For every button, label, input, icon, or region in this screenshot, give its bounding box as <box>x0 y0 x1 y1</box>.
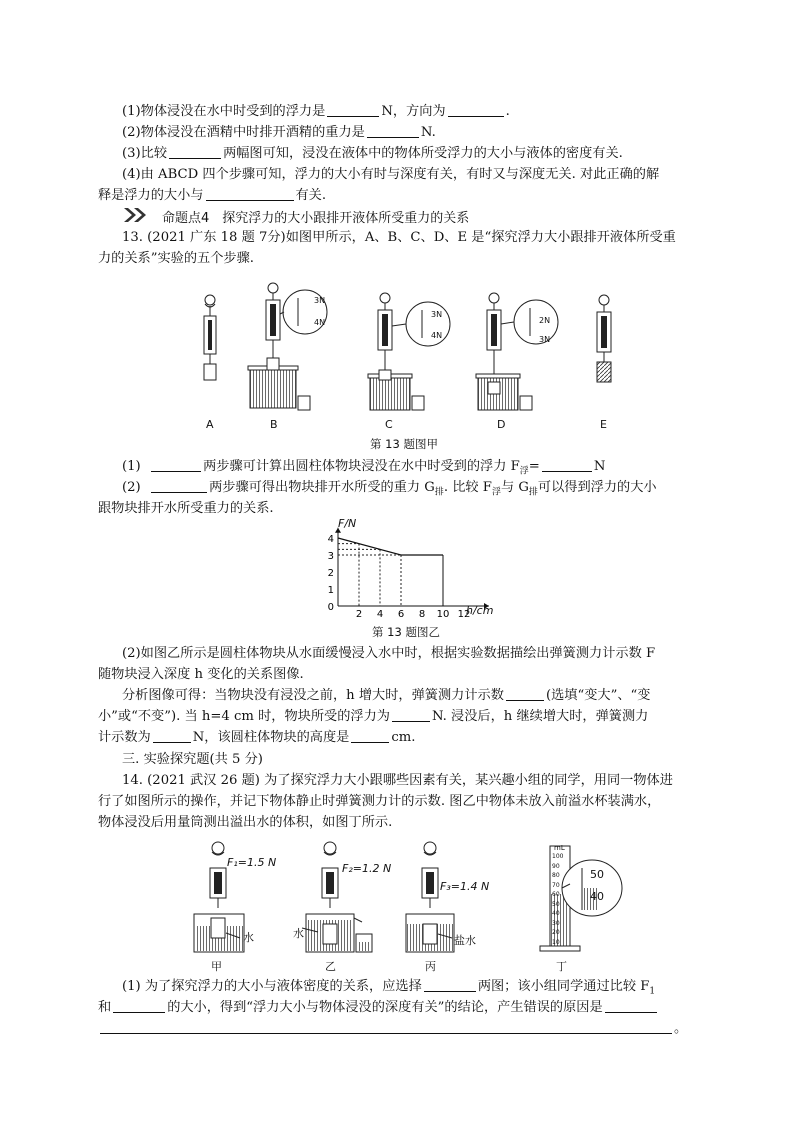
answer-blank[interactable] <box>113 999 165 1013</box>
cylinder-tick-label: 80 <box>552 872 560 879</box>
answer-blank[interactable] <box>424 978 476 992</box>
answer-blank[interactable] <box>169 145 221 159</box>
q13-part2-cont: 跟物块排开水所受重力的关系. <box>98 501 274 516</box>
q13-analysis-line1: 分析图像可得：当物块没有浸没之前，h 增大时，弹簧测力计示数 (选填“变大”、“变 <box>122 688 651 703</box>
force-f3: F₃=1.4 N <box>440 880 490 893</box>
x-tick-label: 10 <box>436 609 450 618</box>
answer-blank[interactable] <box>506 687 544 701</box>
answer-blank[interactable] <box>448 103 504 117</box>
chart-caption: 第 13 题图乙 <box>372 625 440 639</box>
q-top-line3: (3)比较 两幅图可知，浸没在液体中的物体所受浮力的大小与液体的密度有关. <box>122 146 623 161</box>
answer-blank[interactable] <box>151 458 201 472</box>
cylinder-tick-label: 90 <box>552 862 560 870</box>
q13-part2: (2) 两步骤可得出物块排开水所受的重力 $G_排$. 比较 $F_浮$与 $G_排$可以得到浮力的大小 <box>122 480 657 498</box>
force-f1: F₁=1.5 N <box>227 856 277 869</box>
q13-analysis-line2: 小”或“不变”). 当 h=4 cm 时，物块所受的浮力为 N. 浸没后，h 继续增大时，弹簧测力 <box>98 709 649 724</box>
setup-bing <box>406 842 454 952</box>
force-f2: F₂=1.2 N <box>342 862 392 875</box>
chart-ylabel: F/N <box>338 517 357 530</box>
step-a-apparatus <box>204 295 216 380</box>
step-label-d: D <box>497 418 506 431</box>
q13-part3-line2: 随物块浸入深度 h 变化的关系图像. <box>98 667 304 682</box>
fig-caption-jia: 第 13 题图甲 <box>370 437 438 451</box>
scale-d-lower: 3N <box>539 335 551 344</box>
answer-blank[interactable] <box>153 729 191 743</box>
x-tick-label: 2 <box>355 609 363 618</box>
setup-label-yi: 乙 <box>325 960 336 973</box>
double-chevron-icon <box>124 208 150 222</box>
y-tick-label: 1 <box>327 585 334 596</box>
x-tick-label: 8 <box>418 609 426 618</box>
cylinder-tick-label: 30 <box>552 919 560 927</box>
q14-part1-line2: 和 的大小，得到“浮力大小与物体浸没的深度有关”的结论，产生错误的原因是 <box>98 999 659 1017</box>
setup-label-bing: 丙 <box>425 960 436 973</box>
cylinder-tick-label: 40 <box>552 910 560 917</box>
cylinder-tick-label: 10 <box>552 938 560 946</box>
q13-part1: (1) 两步骤可计算出圆柱体物块浸没在水中时受到的浮力 $F_浮= N$ <box>122 459 606 477</box>
label-salt-water: 盐水 <box>454 934 476 947</box>
cylinder-unit: mL <box>554 844 565 852</box>
y-tick-label: 0 <box>327 602 334 613</box>
answer-blank[interactable] <box>542 458 592 472</box>
series-line <box>338 538 443 555</box>
scale-c-lower: 4N <box>431 331 443 340</box>
answer-blank[interactable] <box>367 124 419 138</box>
answer-blank[interactable] <box>206 187 294 201</box>
q-top-line4: (4)由 ABCD 四个步骤可知，浮力的大小有时与深度有关，有时又与深度无关. 对此正确的解 <box>122 167 660 182</box>
q13-part3-line1: (2)如图乙所示是圆柱体物块从水面缓慢浸入水中时，根据实验数据描绘出弹簧测力计示数 F <box>122 646 656 661</box>
step-label-c: C <box>385 418 393 431</box>
scale-d-upper: 2N <box>539 316 551 325</box>
answer-blank[interactable] <box>151 479 207 493</box>
chart-xlabel: h/cm <box>466 604 494 617</box>
x-tick-label: 6 <box>397 609 405 618</box>
section-4-title: 命题点4 探究浮力的大小跟排开液体所受重力的关系 <box>162 211 470 226</box>
label-water-yi: 水 <box>293 927 304 940</box>
zoom-mark-40: 40 <box>590 890 604 903</box>
scale-b-lower: 4N <box>314 318 326 327</box>
setup-label-ding: 丁 <box>556 960 567 973</box>
zoom-mark-50: 50 <box>590 868 604 881</box>
q-top-line1: (1)物体浸没在水中时受到的浮力是 N，方向为 . <box>122 104 510 119</box>
q14-intro-1: 14. (2021 武汉 26 题) 为了探究浮力大小跟哪些因素有关，某兴趣小组的同学，用同一物体进 <box>122 773 673 788</box>
q14-part1-line3: 。 <box>98 1020 687 1038</box>
cylinder-tick-label: 100 <box>552 853 564 860</box>
label-water-jia: 水 <box>243 931 254 944</box>
cylinder-tick-label: 50 <box>552 900 560 908</box>
step-e-apparatus <box>597 295 611 382</box>
answer-blank[interactable] <box>327 103 379 117</box>
y-tick-label: 3 <box>327 551 334 562</box>
step-d-apparatus <box>476 293 558 410</box>
x-tick-label: 4 <box>376 609 384 618</box>
q13-analysis-line3: 计示数为 N，该圆柱体物块的高度是 cm. <box>98 730 416 745</box>
setup-yi <box>302 842 372 952</box>
step-label-b: B <box>270 418 278 431</box>
q-top-line5: 释是浮力的大小与 有关. <box>98 188 327 203</box>
q14-intro-2: 行了如图所示的操作，并记下物体静止时弹簧测力计的示数. 图乙中物体未放入前溢水杯装满水， <box>98 794 661 809</box>
answer-blank[interactable] <box>351 729 389 743</box>
x-tick-label: 12 <box>457 609 471 618</box>
chart-13-yi <box>318 518 508 618</box>
q14-part1-line1: (1) 为了探究浮力的大小与液体密度的关系，应选择 两图；该小组同学通过比较 $F_1$ <box>122 979 656 997</box>
q-top-line2: (2)物体浸没在酒精中时排开酒精的重力是 N. <box>122 125 436 140</box>
answer-blank[interactable] <box>392 708 430 722</box>
y-tick-label: 4 <box>327 534 334 545</box>
scale-c-upper: 3N <box>431 310 443 319</box>
cylinder-tick-label: 20 <box>552 929 560 936</box>
setup-label-jia: 甲 <box>211 960 222 973</box>
q13-intro-2: 力的关系”实验的五个步骤. <box>98 251 254 266</box>
q13-intro-1: 13. (2021 广东 18 题 7分)如图甲所示，A、B、C、D、E 是“探究浮力大小跟排开液体所受重 <box>122 230 676 245</box>
q14-intro-3: 物体浸没后用量筒测出溢出水的体积，如图丁所示. <box>98 815 393 830</box>
y-tick-label: 2 <box>327 568 334 579</box>
cylinder-tick-label: 70 <box>552 881 560 889</box>
cylinder-tick-label: 60 <box>552 891 560 898</box>
answer-blank[interactable] <box>605 999 657 1013</box>
step-label-e: E <box>600 418 607 431</box>
scale-b-upper: 3N <box>314 296 326 305</box>
section-3-title: 三. 实验探究题(共 5 分) <box>122 752 263 767</box>
figure-13-jia <box>180 278 640 436</box>
answer-blank-long[interactable] <box>100 1020 672 1034</box>
step-label-a: A <box>206 418 214 431</box>
